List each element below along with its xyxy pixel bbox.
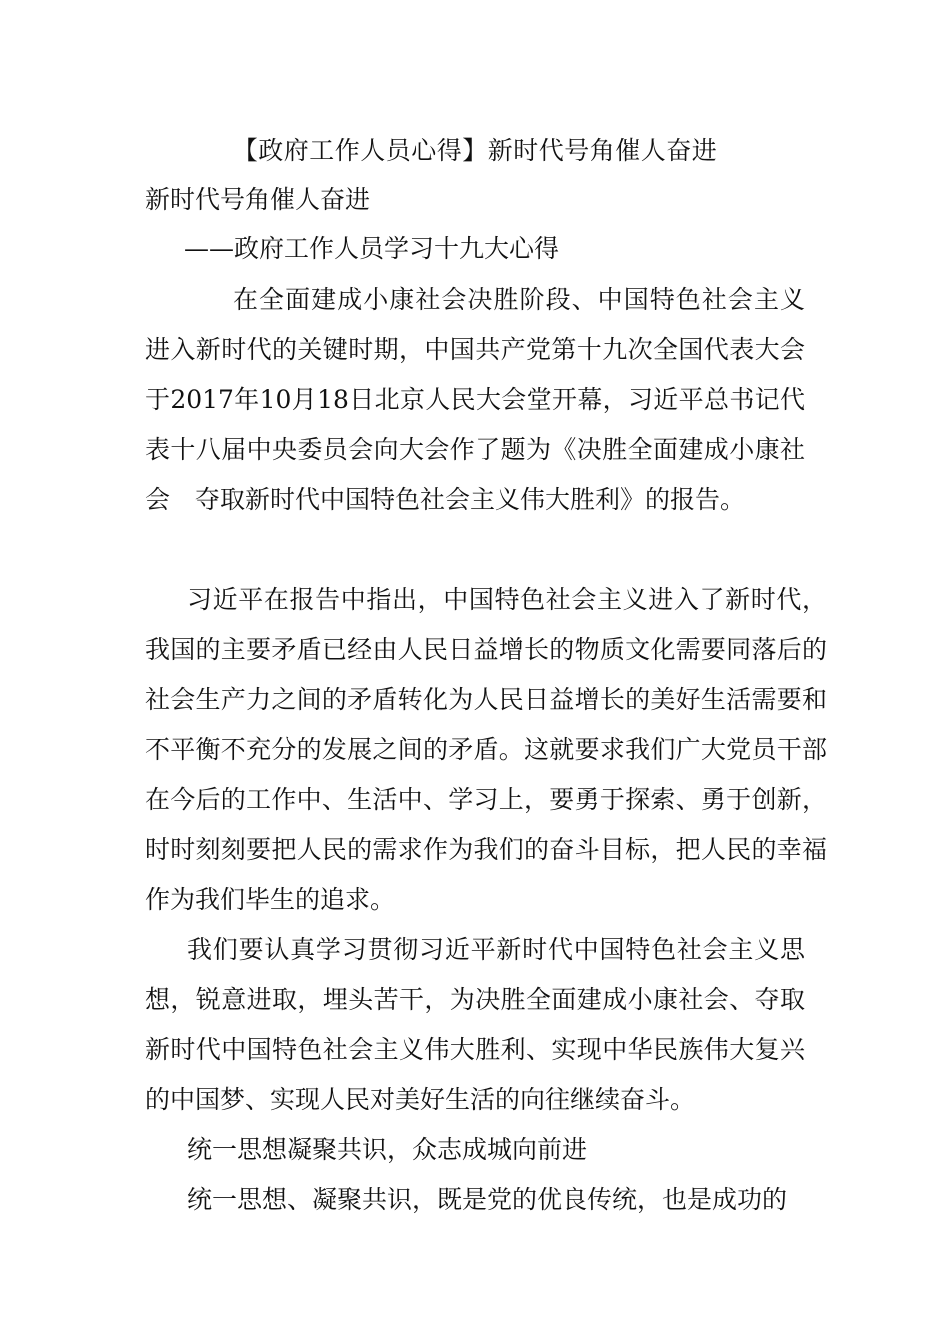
paragraph-1: 在全面建成小康社会决胜阶段、中国特色社会主义进入新时代的关键时期，中国共产党第十九次全国代表大会于2017年10月18日北京人民大会堂开幕，习近平总书记代表十八届中央委员会向大会作了题为《决胜全面建成小康社会 夺取新时代中国特色社会主义伟大胜利》的报告。 [145, 285, 805, 514]
document-title: 【政府工作人员心得】新时代号角催人奋进 [232, 136, 718, 165]
paragraph-2: 习近平在报告中指出，中国特色社会主义进入了新时代，我国的主要矛盾已经由人民日益增长的物质文化需要同落后的社会生产力之间的矛盾转化为人民日益增长的美好生活需要和不平衡不充分的发展之间的矛盾。这就要求我们广大党员干部在今后的工作中、生活中、学习上，要勇于探索、勇于创新，时时刻刻要把人民的需求作为我们的奋斗目标，把人民的幸福作为我们毕生的追求。 [145, 585, 827, 914]
paragraph-3: 我们要认真学习贯彻习近平新时代中国特色社会主义思想，锐意进取，埋头苦干，为决胜全面建成小康社会、夺取新时代中国特色社会主义伟大胜利、实现中华民族伟大复兴的中国梦、实现人民对美好生活的向往继续奋斗。 [145, 935, 805, 1114]
document-subtitle: 新时代号角催人奋进 [145, 185, 371, 214]
paragraph-4: 统一思想、凝聚共识，既是党的优良传统，也是成功的 [187, 1185, 788, 1214]
section-heading: 统一思想凝聚共识，众志成城向前进 [187, 1135, 588, 1164]
document-byline: ——政府工作人员学习十九大心得 [184, 234, 560, 263]
